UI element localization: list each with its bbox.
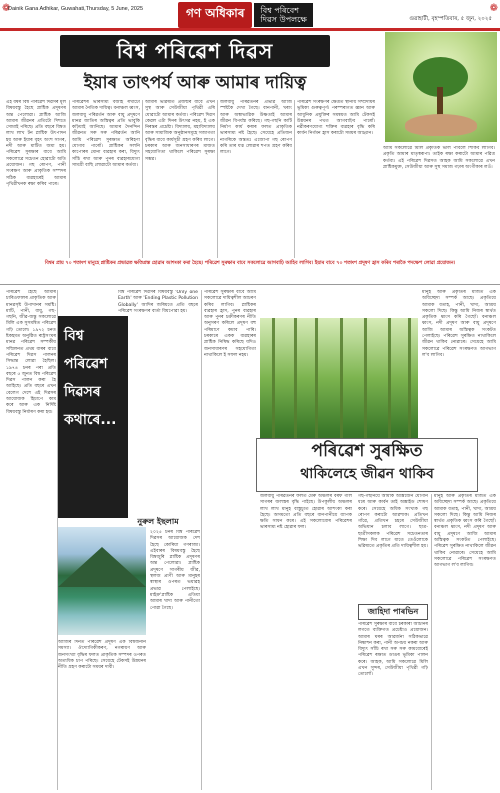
article1-column: জলবায়ু পৰিৱৰ্তনৰ প্ৰভাৱ আজি স্পষ্টকৈ দেখা গৈছে। বানপানী, খৰাং আৰু অস্বাভাৱিক উষ্ণতাই আমাৰ জীৱন বিপৰ্যস্ত কৰিছে। গছ-গছনি কাটি নিৰ্মাণ কাৰ্য কৰাৰ ফলত প্ৰাকৃতিক ভাৰসাম্য নষ্ট হৈছে। সেয়েহে প্ৰতিজন নাগৰিকে অন্ততঃ এজোপা গছ ৰোপণ কৰি তাৰ যত্ন লোৱাৰ শপত গ্ৰহণ কৰিব লাগে।: [220, 100, 292, 156]
leaf-icon: ❁: [489, 3, 498, 14]
article1-column: আমাৰ ভৱিষ্যত প্ৰজন্মৰ বাবে এখন সুস্থ আৰু সেউজীয়া পৃথিৱী এৰি যোৱাটো আমাৰ কৰ্তব্য। পৰিৱেশ দিৱস কেৱল এটা দিনৰ উৎসৱ নহয়, ই এক নিৰন্তৰ প্ৰচেষ্টা। বিদ্যালয়, মহাবিদ্যালয় আৰু সামাজিক অনুষ্ঠানসমূহে সজাগতা বৃদ্ধিৰ বাবে কাৰ্যসূচী গ্ৰহণ কৰিব লাগে। চৰকাৰ আৰু জনসাধাৰণৰ মাজত সহযোগিতা থাকিলে পৰিৱেশ সুৰক্ষা সম্ভৱ।: [145, 100, 215, 162]
article1-column: আমি সকলোৱে মিলি প্ৰকৃতিক ভাল পাবলৈ শিকিব লাগিব। প্ৰকৃতি আমাৰ মাতৃস্বৰূপা। তাইক ৰক্ষা কৰাটো আমাৰ পৱিত্ৰ কৰ্তব্য। এই পৰিৱেশ দিৱসত আহক আমি সকলোৱে এখন প্লাষ্টিকমুক্ত, সেউজীয়া আৰু সুস্থ সমাজ গঢ়াৰ অংগীকাৰ লওঁ।: [383, 146, 495, 170]
article3-column: জলবায়ু পৰিৱৰ্তনৰ ফলত মেৰু অঞ্চলৰ বৰফ গলি সাগৰৰ জলস্তৰ বৃদ্ধি পাইছে। উপকূলীয় অঞ্চলৰ লাখ লাখ মানুহ বাস্তুচ্যুত হোৱাৰ আশংকা কৰা হৈছে। অসমতো প্ৰতি বছৰে বানপানীয়ে ব্যাপক ক্ষতি সাধন কৰে। এই সকলোবোৰ পৰিৱেশৰ ভাৰসাম্য নষ্ট হোৱাৰ ফল।: [260, 494, 352, 531]
column-divider: [142, 100, 143, 258]
article2-title-line: দিৱসৰ: [64, 384, 101, 400]
article2-column: পৰিৱেশ সুৰক্ষাৰ বাবে আমি সকলোৱে দায়িত্বশীল আচৰণ কৰিব লাগিব। প্লাষ্টিকৰ ব্যৱহাৰ হ্ৰাস, পুনৰ ব্যৱহাৰ আৰু পুনৰ চক্ৰীকৰণৰ নীতি অনুসৰণ কৰিলে প্ৰদূষণ বহু পৰিমাণে কমাব পাৰি। চৰকাৰে একক ব্যৱহাৰৰ প্লাষ্টিক নিষিদ্ধ কৰিছে যদিও জনসাধাৰণৰ সহযোগিতা নাথাকিলে ই সফল নহয়।: [204, 290, 256, 358]
masthead-logo-group: [178, 4, 313, 26]
tag-line-2: দিৱস উপলক্ষে: [260, 15, 307, 24]
article1-column: এই বৰ্ষৰ বিশ্ব পৰিৱেশ দিৱসৰ মূল বিষয়বস্তু হৈছে প্লাষ্টিক প্ৰদূষণৰ অন্ত পেলোৱা। প্লাষ্টিক আজি আমাৰ জীৱনৰ প্ৰতিটো দিশতে সোমাই পৰিছে। প্ৰতি বছৰে বিশ্বত লাখ লাখ টন প্লাষ্টিক উৎপাদন হয় আৰু ইয়াৰ বৃহৎ অংশ সাগৰ, নদী আৰু মাটিত জমা হয়। পৰিৱেশ সুৰক্ষাৰ বাবে আমি সকলোৱে সচেতন হোৱাটো অতি প্ৰয়োজন। গছ ৰোপণ, পানী সংৰক্ষণ আৰু প্ৰাকৃতিক সম্পদৰ সঠিক ব্যৱহাৰেই আমাৰ পৃথিৱীখনক ৰক্ষা কৰিব পাৰে।: [6, 100, 66, 187]
hands: [405, 114, 477, 136]
article2-column: আজিৰ দিনত পৰিৱেশ প্ৰদূষণ এক বিশ্বজনীন সমস্যা। ঔদ্যোগিকীকৰণ, নগৰায়ণ আৰু জনসংখ্যা বৃদ্ধিৰ ফলত প্ৰাকৃতিক সম্পদৰ ওপৰত অত্যধিক চাপ পৰিছে। সেয়েহে টেকসই উন্নয়নৰ নীতি গ্ৰহণ কৰাটো সময়ৰ দাবী।: [58, 640, 146, 671]
river-landscape-photo: [58, 527, 146, 635]
article2-author: নুৰুল ইছলাম: [137, 517, 179, 526]
article3-title-line1: পৰিৱেশ সুৰক্ষিত: [311, 441, 423, 461]
mountain: [58, 547, 146, 587]
article2-title-line: বিশ্ব: [64, 328, 84, 344]
column-divider: [69, 100, 70, 258]
article2-intro: বিশ্ব পৰিৱেশ দিৱসৰ বিষয়বস্তু 'Only one Earth' আৰু 'Ending Plastic Pollution Globally' আদিৰ জৰিয়তে প্ৰতি বছৰে পৰিৱেশ সংৰক্ষণৰ বাৰ্তা বিয়পোৱা হয়।: [118, 290, 198, 314]
tree-in-hands-photo: [385, 32, 497, 142]
tree-trunk: [437, 87, 443, 117]
article3-column: মানুহ আৰু প্ৰকৃতিৰ মাজত এক অবিচ্ছেদ্য সম্পৰ্ক আছে। প্ৰকৃতিয়ে আমাক বতাহ, পানী, খাদ্য, আশ্ৰয় সকলো দিছে। কিন্তু আমি নিজৰ স্বাৰ্থত প্ৰকৃতিক ধ্বংস কৰি গৈছোঁ। বনাঞ্চল ধ্বংস, নদী প্ৰদূষণ আৰু বায়ু প্ৰদূষণে আজি আমাৰ অস্তিত্বক সংকটত পেলাইছে। পৰিৱেশ সুৰক্ষিত নাথাকিলে জীৱন থাকিব নোৱাৰে। সেয়েহে আমি সকলোৱে পৰিৱেশ সংৰক্ষণত আগভাগ ল'ব লাগিব।: [422, 290, 496, 358]
leaf-icon: ❁: [2, 3, 11, 14]
newspaper-logo: গণ অধিকাৰ: [178, 2, 252, 28]
tag-line-1: বিশ্ব পৰিবেশ: [260, 6, 299, 15]
article1-title: বিশ্ব পৰিৱেশ দিৱস: [60, 35, 330, 67]
article3-title-box: [256, 438, 478, 492]
article1-column: পৰিৱেশৰ ভাৰসাম্য বজাই ৰখাটো আমাৰ নৈতিক দায়িত্ব। বনাঞ্চল ধ্বংস, জলবায়ু পৰিৱৰ্তন আৰু বায়ু প্ৰদূষণে মানৱ জাতিৰ অস্তিত্বৰ প্ৰতি ভাবুকি কঢ়িয়াই আনিছে। আমাৰ দৈনন্দিন জীৱনত সৰু সৰু পৰিৱৰ্তন আনি আমি পৰিৱেশ সুৰক্ষাত অৰিহণা যোগাব পাৰোঁ। প্লাষ্টিকৰ সলনি কাপোৰৰ মোনা ব্যৱহাৰ কৰা, বিদ্যুৎ সাঁচি ৰখা আৰু পুনৰ ব্যৱহাৰযোগ্য সামগ্ৰী বাছি লোৱাটো আমাৰ কৰ্তব্য।: [72, 100, 140, 168]
article3-column: গছ-গছনিয়ে আমাক অক্সিজেন যোগান ধৰে আৰু কাৰ্বন ডাই অক্সাইড শোষণ কৰে। সেয়েহে অধিক সংখ্যক গছ ৰোপণ কৰাটো আৱশ্যক। প্ৰতিখন গাঁৱে, প্ৰতিখন চহৰে সেউজীয়া অভিযান চলাব লাগে। ছাত্ৰ-ছাত্ৰীসকলক পৰিৱেশ সচেতনতাৰ শিক্ষা দিব লাগে যাতে তেওঁলোকে ভৱিষ্যতে প্ৰকৃতিৰ প্ৰতি দায়িত্বশীল হয়।: [358, 494, 428, 550]
article3-column: পৰিৱেশ সুৰক্ষাৰ বাবে চৰকাৰী আঁচনিৰ লগতে ব্যক্তিগত প্ৰচেষ্টাও প্ৰয়োজন। আমাৰ ঘৰৰ আৱৰ্জনা সঠিকভাৱে নিষ্কাশন কৰা, পানী অপচয় নকৰা আৰু বিদ্যুৎ সাঁচি ৰখা সৰু সৰু কামবোৰেই পৰিৱেশ ৰক্ষাত ডাঙৰ ভূমিকা পালন কৰে। আহক, আমি সকলোৱে মিলি এখন সুন্দৰ, সেউজীয়া পৃথিৱী গঢ়ি তোলোঁ।: [358, 622, 428, 678]
header-rule: [0, 28, 500, 31]
article3-author: জাহিদা পাৰভিন: [358, 604, 428, 620]
article1-subtitle: ইয়াৰ তাৎপৰ্য আৰু আমাৰ দায়িত্ব: [83, 73, 307, 93]
highlight-caption: বিশ্বৰ প্ৰায় ৭০ শতাংশ মানুহে প্লাষ্টিকৰ প্ৰভাৱত ক্ষতিগ্ৰস্ত হোৱাৰ আশংকা কৰা হৈছে। পৰিৱেশ সুৰক্ষাৰ বাবে সকলোৱে আগবাঢ়ি আহিব লাগিব। ইয়াৰ বাবে ৭০ শতাংশ প্ৰদূষণ হ্ৰাস কৰিব পৰাকৈ পদক্ষেপ লোৱা প্ৰয়োজন।: [44, 261, 456, 266]
article3-column: মানুহ আৰু প্ৰকৃতিৰ মাজত এক অবিচ্ছেদ্য সম্পৰ্ক আছে। প্ৰকৃতিয়ে আমাক বতাহ, পানী, খাদ্য, আশ্ৰয় সকলো দিছে। কিন্তু আমি নিজৰ স্বাৰ্থত প্ৰকৃতিক ধ্বংস কৰি গৈছোঁ। বনাঞ্চল ধ্বংস, নদী প্ৰদূষণ আৰু বায়ু প্ৰদূষণে আজি আমাৰ অস্তিত্বক সংকটত পেলাইছে। পৰিৱেশ সুৰক্ষিত নাথাকিলে জীৱন থাকিব নোৱাৰে। সেয়েহে আমি সকলোৱে পৰিৱেশ সংৰক্ষণত আগভাগ ল'ব লাগিব।: [434, 494, 496, 569]
column-divider: [201, 290, 202, 790]
column-divider: [294, 100, 295, 258]
date-line: গুৱাহাটী, বৃহস্পতিবাৰ, ৫ জুন, ২০২৫: [409, 16, 492, 22]
section-divider: [0, 284, 500, 285]
article3-title-line2: থাকিলেহে জীৱন থাকিব: [300, 466, 434, 482]
edition-line: Dainik Gana Adhikar, Guwahati,Thursday, 5 June, 2025: [8, 6, 144, 12]
special-tag: [254, 3, 312, 27]
column-divider: [431, 494, 432, 790]
masthead-bar: [0, 0, 500, 30]
article2-column: পৰিৱেশ হৈছে আমাৰ চাৰিওফালৰ প্ৰাকৃতিক আৰু মানৱসৃষ্ট উপাদানৰ সমষ্টি। মাটি, পানী, বায়ু, গছ-গছনি, জীৱ-জন্তু সকলোৱে মিলি এক সুসমন্বিত পৰিৱেশ গঢ়ি তোলে। ১৯৭২ চনত ষ্টকহমত অনুষ্ঠিত ৰাষ্ট্ৰসংঘৰ মানৱ পৰিৱেশ সম্পৰ্কীয় সন্মিলনত প্ৰথম বাৰৰ বাবে পৰিৱেশ দিৱস পালনৰ সিদ্ধান্ত লোৱা হৈছিল। ১৯৭৪ চনৰ পৰা প্ৰতি বছৰে ৫ জুনত বিশ্ব পৰিৱেশ দিৱস পালন কৰা হৈ আহিছে। প্ৰতি বছৰে এখন বেলেগ দেশে এই দিৱসৰ আয়োজক হিচাপে কাম কৰে আৰু এক নিৰ্দিষ্ট বিষয়বস্তু নিৰ্ধাৰণ কৰা হয়।: [6, 290, 56, 415]
article2-column: ২০২৫ চনৰ বিশ্ব পৰিৱেশ দিৱসৰ আয়োজক দেশ হৈছে কোৰিয়া গণৰাজ্য। এইবাৰৰ বিষয়বস্তু হৈছে বিশ্বজুৰি প্লাষ্টিক প্ৰদূষণৰ অন্ত পেলোৱা। প্লাষ্টিক প্ৰদূষণে সাগৰীয় জীৱ, স্থলজ প্ৰাণী আৰু মানুহৰ স্বাস্থ্যৰ ওপৰত ভয়াৱহ প্ৰভাৱ পেলাইছে। মাইক্ৰ'প্লাষ্টিক এতিয়া আমাৰ খাদ্য আৰু পানীতো পোৱা গৈছে।: [150, 530, 200, 611]
article1-column: পৰিৱেশ সংৰক্ষণৰ ক্ষেত্ৰত স্থানীয় সম্প্ৰদায়ৰ ভূমিকা গুৰুত্বপূৰ্ণ। পৰম্পৰাগত জ্ঞান আৰু আধুনিক প্ৰযুক্তিৰ সমন্বয়ত আমি টেকসই উন্নয়নৰ পথত আগবাঢ়িব পাৰোঁ। নৱীকৰণযোগ্য শক্তিৰ ব্যৱহাৰ বৃদ্ধি কৰি কাৰ্বন নিৰ্গমন হ্ৰাস কৰাটো সময়ৰ আহ্বান।: [297, 100, 375, 137]
article2-title-line: পৰিৱেশ: [64, 356, 108, 372]
column-divider: [217, 100, 218, 258]
article2-title-line: কথাৰে...: [64, 412, 117, 428]
